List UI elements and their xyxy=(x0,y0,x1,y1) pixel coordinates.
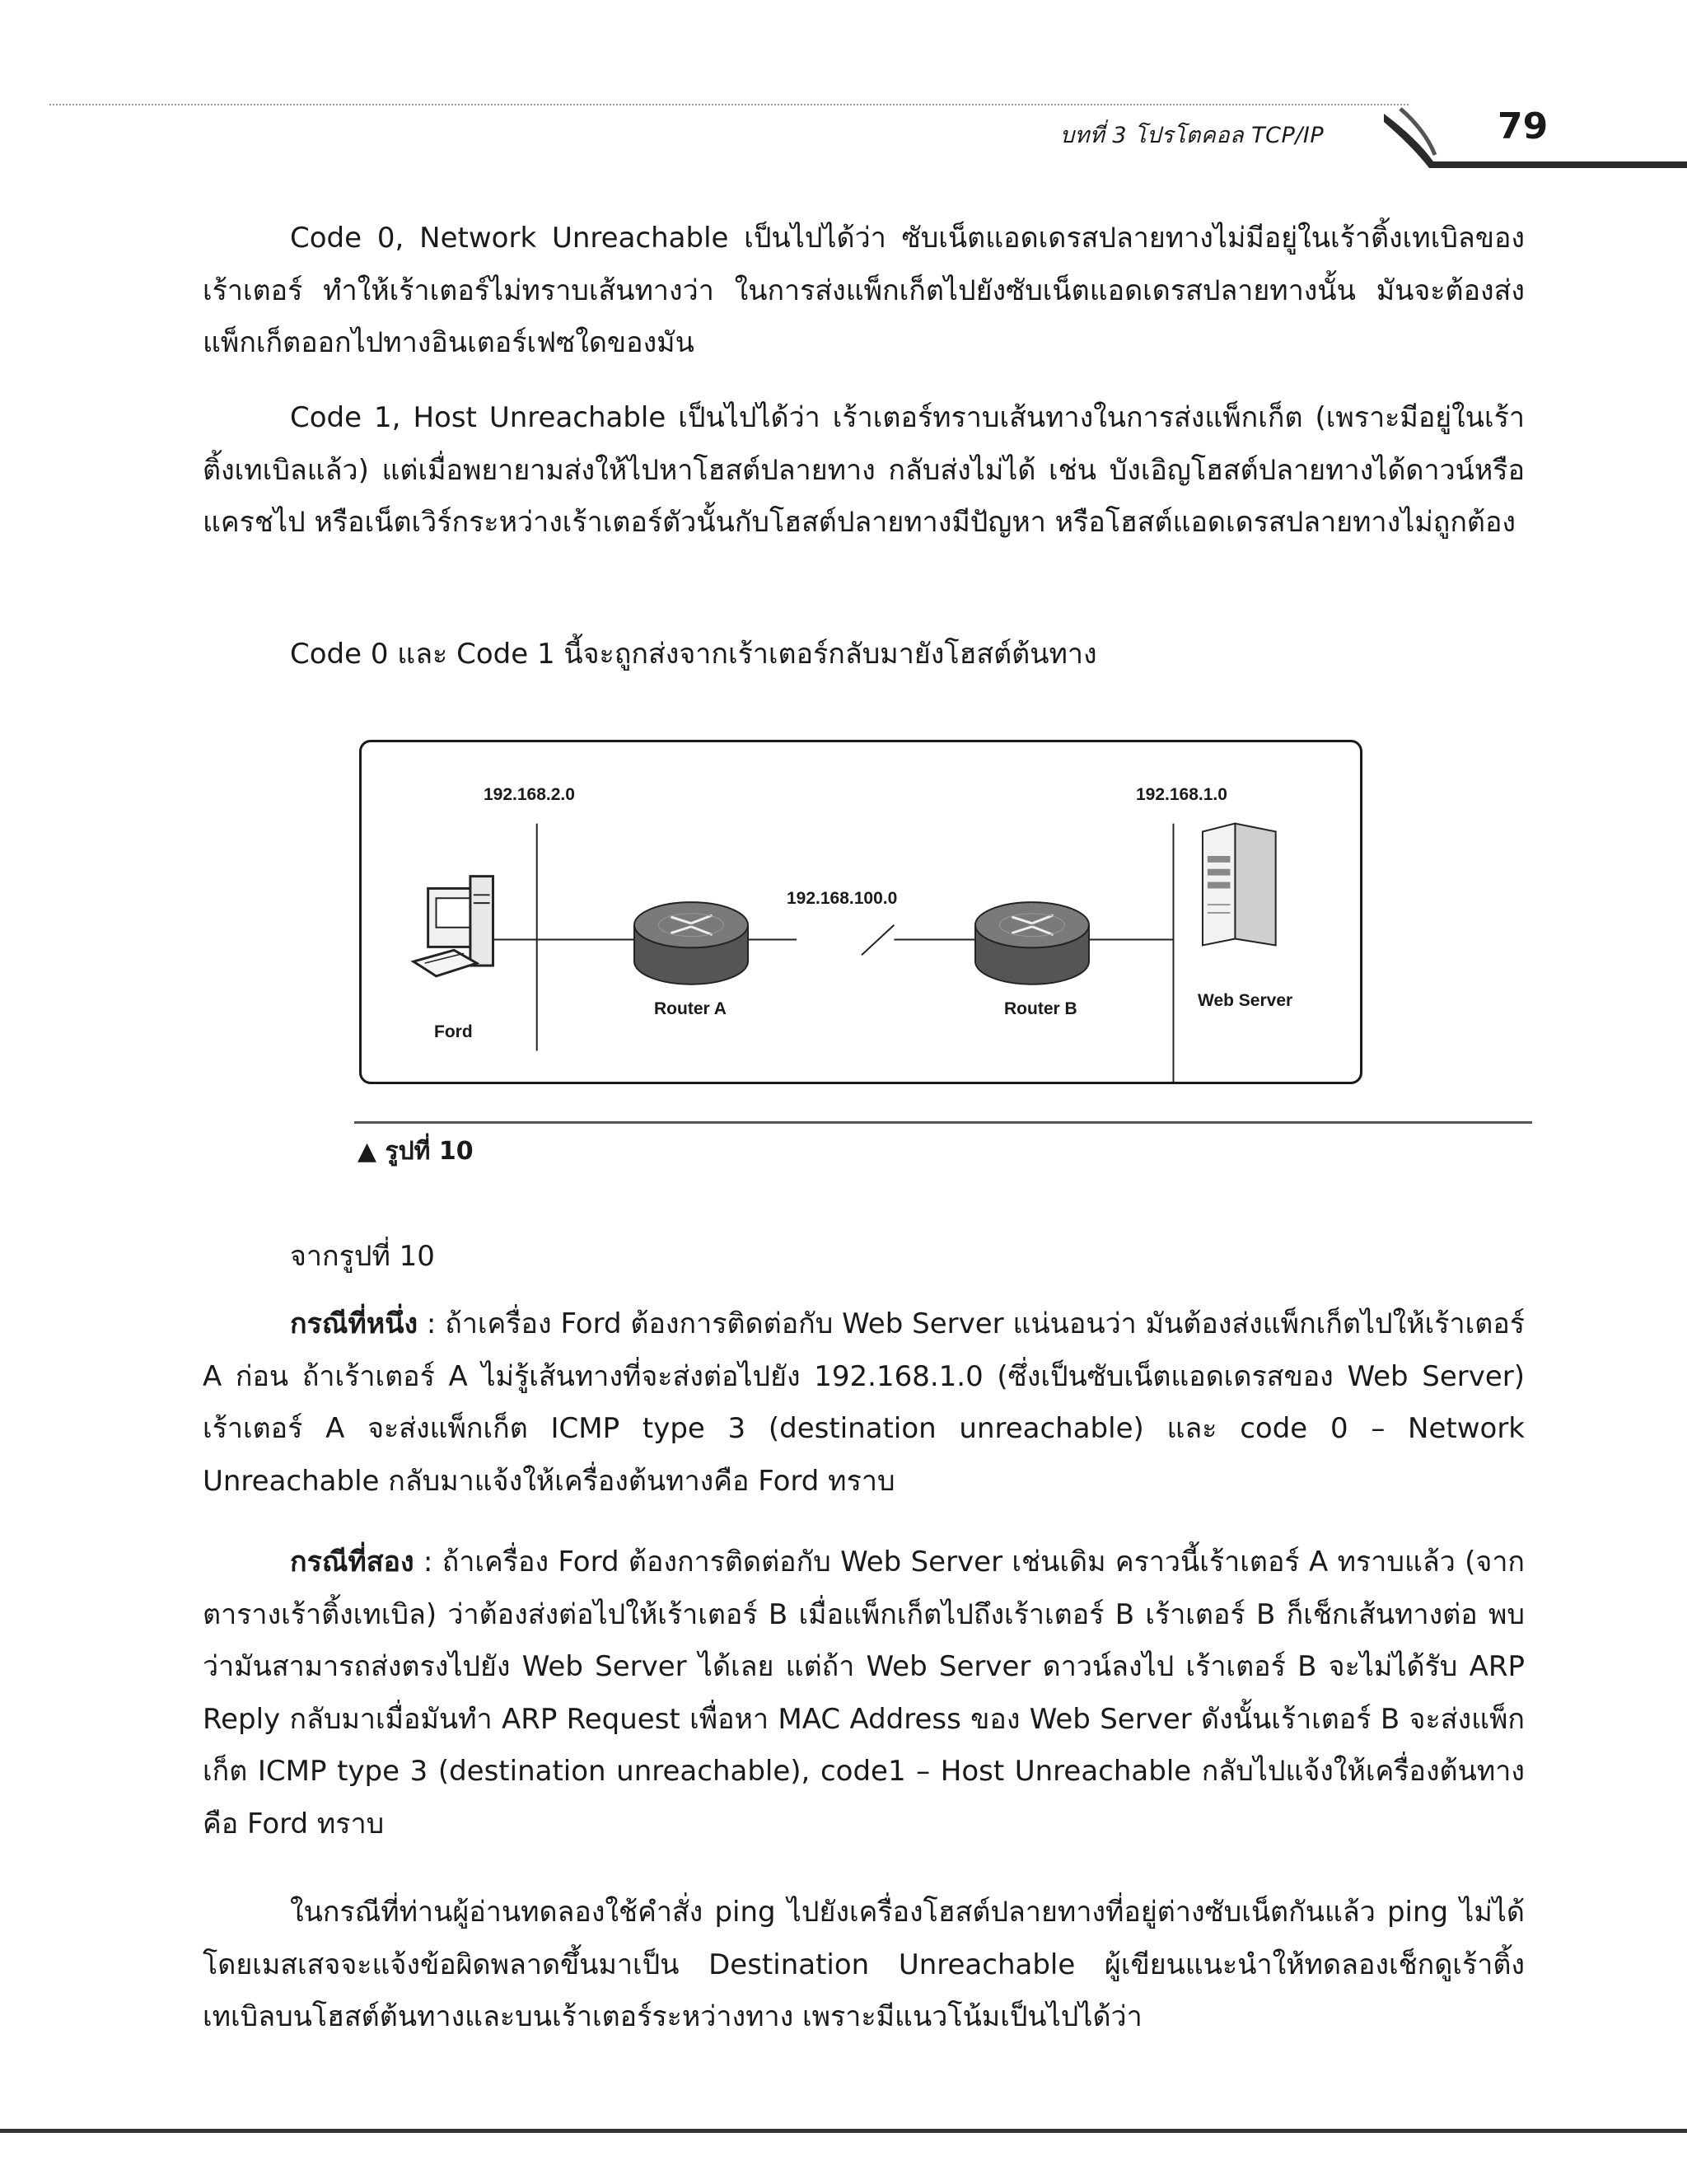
paragraph-ping-advice-text: ในกรณีที่ท่านผู้อ่านทดลองใช้คำสั่ง ping ไปยังเครื่องโฮสต์ปลายทางที่อยู่ต่างซับเน็ตกันแล้ว ping ไม่ได้ โดยเมสเสจจะแจ้งข้อผิดพลาดขึ้นมาเป็น Destination Unreachable ผู้เขียนแนะนำให้ทดลองเช็กดูเร้าติ้งเทเบิลบนโฮสต์ต้นทางและบนเร้าเตอร์ระหว่างทาง เพราะมีแนวโน้มเป็นไปได้ว่า xyxy=(203,1896,1525,2033)
link-serial-zigzag xyxy=(862,925,894,955)
page-number: 79 xyxy=(1498,105,1549,147)
paragraph-code-1-text: Code 1, Host Unreachable เป็นไปได้ว่า เร้าเตอร์ทราบเส้นทางในการส่งแพ็กเก็ต (เพราะมีอยู่ในเร้าติ้งเทเบิลแล้ว) แต่เมื่อพยายามส่งให้ไปหาโฮสต์ปลายทาง กลับส่งไม่ได้ เช่น บังเอิญโฮสต์ปลายทางได้ดาวน์หรือแครชไป หรือเน็ตเวิร์กระหว่างเร้าเตอร์ตัวนั้นกับโฮสต์ปลายทางมีปัญหา หรือโฮสต์แอดเดรสปลายทางไม่ถูกต้อง xyxy=(203,401,1525,539)
paragraph-code-0 xyxy=(203,213,1525,370)
header-rule xyxy=(49,104,1409,105)
paragraph-code-0-text: Code 0, Network Unreachable เป็นไปได้ว่า ซับเน็ตแอดเดรสปลายทางไม่มีอยู่ในเร้าติ้งเทเบิลของเร้าเตอร์ ทำให้เร้าเตอร์ไม่ทราบเส้นทางว่า ในการส่งแพ็กเก็ตไปยังซับเน็ตแอดเดรสปลายทางนั้น มันจะต้องส่งแพ็กเก็ตออกไปทางอินเตอร์เฟซใดของมัน xyxy=(203,222,1525,359)
case-1-text: : ถ้าเครื่อง Ford ต้องการติดต่อกับ Web Server แน่นอนว่า มันต้องส่งแพ็กเก็ตไปให้เร้าเตอร์ A ก่อน ถ้าเร้าเตอร์ A ไม่รู้เส้นทางที่จะส่งต่อไปยัง 192.168.1.0 (ซึ่งเป็นซับเน็ตแอดเดรสของ Web Server) เร้าเตอร์ A จะส่งแพ็กเก็ต ICMP type 3 (destination unreachable) และ code 0 – Network Unreachable กลับมาแจ้งให้เครื่องต้นทางคือ Ford ทราบ xyxy=(203,1307,1525,1498)
figure-rule xyxy=(354,1121,1532,1124)
paragraph-summary: Code 0 และ Code 1 นี้จะถูกส่งจากเร้าเตอร์กลับมายังโฮสต์ต้นทาง xyxy=(290,638,1097,671)
server-label: Web Server xyxy=(1198,991,1293,1010)
router-b-icon xyxy=(975,902,1089,984)
network-label-middle: 192.168.100.0 xyxy=(787,889,898,908)
router-b-label: Router B xyxy=(1004,999,1077,1018)
network-diagram xyxy=(359,740,1362,1084)
computer-icon xyxy=(414,877,493,976)
host-label: Ford xyxy=(434,1022,473,1041)
paragraph-case-1 xyxy=(203,1298,1525,1508)
paragraph-ping-advice xyxy=(203,1887,1525,2044)
case-1-label: กรณีที่หนึ่ง xyxy=(290,1307,418,1340)
paragraph-code-1 xyxy=(203,392,1525,550)
footer-rule xyxy=(0,2129,1687,2133)
case-2-label: กรณีที่สอง xyxy=(290,1546,414,1578)
paragraph-case-2 xyxy=(203,1536,1525,1850)
server-icon xyxy=(1203,824,1276,946)
chapter-title: บทที่ 3 โปรโตคอล TCP/IP xyxy=(1060,123,1325,148)
router-a-label: Router A xyxy=(654,999,727,1018)
figure-caption: ▲ รูปที่ 10 xyxy=(357,1137,474,1166)
network-label-left: 192.168.2.0 xyxy=(484,785,575,804)
case-2-text: : ถ้าเครื่อง Ford ต้องการติดต่อกับ Web Server เช่นเดิม คราวนี้เร้าเตอร์ A ทราบแล้ว (จากตารางเร้าติ้งเทเบิล) ว่าต้องส่งต่อไปให้เร้าเตอร์ B เมื่อแพ็กเก็ตไปถึงเร้าเตอร์ B เร้าเตอร์ B ก็เช็กเส้นทางต่อ พบว่ามันสามารถส่งตรงไปยัง Web Server ได้เลย แต่ถ้า Web Server ดาวน์ลงไป เร้าเตอร์ B จะไม่ได้รับ ARP Reply กลับมาเมื่อมันทำ ARP Request เพื่อหา MAC Address ของ Web Server ดังนั้นเร้าเตอร์ B จะส่งแพ็กเก็ต ICMP type 3 (destination unreachable), code1 – Host Unreachable กลับไปแจ้งให้เครื่องต้นทางคือ Ford ทราบ xyxy=(203,1546,1525,1840)
figure-reference: จากรูปที่ 10 xyxy=(290,1240,435,1273)
router-a-icon xyxy=(634,902,748,984)
network-label-right: 192.168.1.0 xyxy=(1136,785,1227,804)
